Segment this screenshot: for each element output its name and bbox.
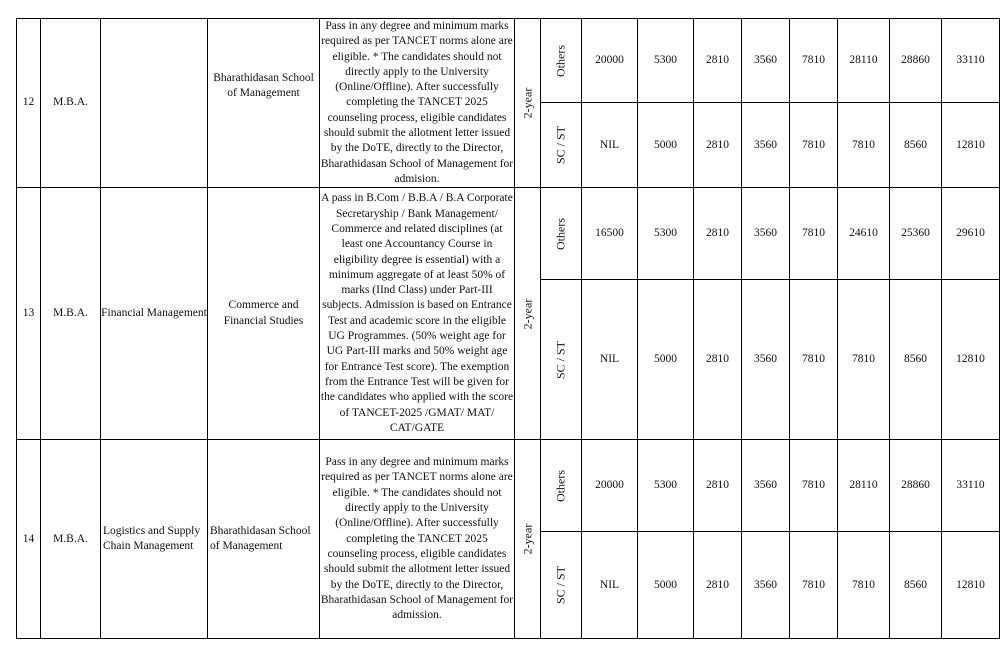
duration [515,19,541,188]
fee-value: 2810 [694,440,742,532]
fee-value: 7810 [790,532,838,639]
fee-value: NIL [582,280,638,440]
fee-value: 5000 [638,280,694,440]
duration-label: 2-year [519,87,534,119]
fee-value: 2810 [694,103,742,188]
fee-value: NIL [582,532,638,639]
category-scst [541,280,582,440]
fee-value: 2810 [694,532,742,639]
fee-value: 3560 [742,19,790,103]
serial-number: 14 [17,440,41,639]
category-label: SC / ST [553,340,568,379]
fee-value: 28110 [838,440,890,532]
fee-value: 33110 [942,19,1000,103]
fee-value: 12810 [942,280,1000,440]
duration [515,188,541,440]
fee-value: 8560 [890,280,942,440]
department: Bharathidasan School of Management [208,440,320,639]
fee-value: 7810 [790,280,838,440]
fee-value: 7810 [790,188,838,280]
fee-value: 16500 [582,188,638,280]
fee-value: 5300 [638,188,694,280]
fee-value: 33110 [942,440,1000,532]
specialization: Logistics and Supply Chain Management [101,440,208,639]
fee-value: 7810 [838,532,890,639]
duration-label: 2-year [519,298,534,330]
fee-value: 3560 [742,103,790,188]
fee-value: 8560 [890,532,942,639]
fee-value: 2810 [694,280,742,440]
category-others [541,440,582,532]
fee-value: 28860 [890,19,942,103]
fee-value: 28860 [890,440,942,532]
fee-value: 7810 [838,103,890,188]
fee-value: 20000 [582,440,638,532]
category-scst [541,103,582,188]
fee-value: 7810 [790,440,838,532]
category-label: SC / ST [553,126,568,165]
category-label: Others [553,217,568,250]
fee-value: 3560 [742,188,790,280]
fee-value: 2810 [694,19,742,103]
department: Bharathidasan School of Management [208,19,320,188]
degree: M.B.A. [41,19,101,188]
table-row [17,19,1000,103]
fee-value: 24610 [838,188,890,280]
fee-value: 3560 [742,532,790,639]
category-others [541,188,582,280]
table-row [17,440,1000,532]
eligibility: A pass in B.Com / B.B.A / B.A Corporate Secretaryship / Bank Management/ Commerce and related disciplines (at least one Accountancy Course in eligibility degree is essential) with a minimum aggregate of at least 50% of marks (IInd Class) under Part-III subjects. Admission is based on Entrance Test and academic score in the eligible UG Programmes. (50% weight age for UG Part-III marks and 50% weight age for Entrance Test score). The exemption from the Entrance Test will be given for the candidates who applied with the score of TANCET-2025 /GMAT/ MAT/ CAT/GATE [320,188,515,440]
serial-number: 13 [17,188,41,440]
specialization: Financial Management [101,188,208,440]
fee-value: 28110 [838,19,890,103]
fee-value: 7810 [790,19,838,103]
fee-value: 3560 [742,280,790,440]
eligibility: Pass in any degree and minimum marks required as per TANCET norms alone are eligible. * The candidates should not directly apply to the University (Online/Offline). After successfully completing the TANCET 2025 counseling process, eligible candidates should submit the allotment letter issued by the DoTE, directly to the Director, Bharathidasan School of Management for admission. [320,440,515,639]
fee-value: 5300 [638,19,694,103]
specialization [101,19,208,188]
fee-value: 12810 [942,103,1000,188]
fee-value: 8560 [890,103,942,188]
duration-label: 2-year [519,523,534,555]
category-label: Others [553,44,568,77]
serial-number: 12 [17,19,41,188]
fee-value: 3560 [742,440,790,532]
fee-table [16,18,1000,639]
category-others [541,19,582,103]
fee-value: 20000 [582,19,638,103]
fee-value: 2810 [694,188,742,280]
eligibility: Pass in any degree and minimum marks required as per TANCET norms alone are eligible. * The candidates should not directly apply to the University (Online/Offline). After successfully completing the TANCET 2025 counseling process, eligible candidates should submit the allotment letter issued by the DoTE, directly to the Director, Bharathidasan School of Management for admision. [320,19,515,188]
fee-value: 7810 [838,280,890,440]
fee-value: 29610 [942,188,1000,280]
fee-value: 5000 [638,103,694,188]
duration [515,440,541,639]
degree: M.B.A. [41,188,101,440]
category-label: Others [553,469,568,502]
fee-value: NIL [582,103,638,188]
fee-value: 25360 [890,188,942,280]
category-scst [541,532,582,639]
fee-value: 7810 [790,103,838,188]
fee-value: 5000 [638,532,694,639]
degree: M.B.A. [41,440,101,639]
category-label: SC / ST [553,566,568,605]
fee-value: 5300 [638,440,694,532]
department: Commerce and Financial Studies [208,188,320,440]
table-row [17,188,1000,280]
fee-value: 12810 [942,532,1000,639]
